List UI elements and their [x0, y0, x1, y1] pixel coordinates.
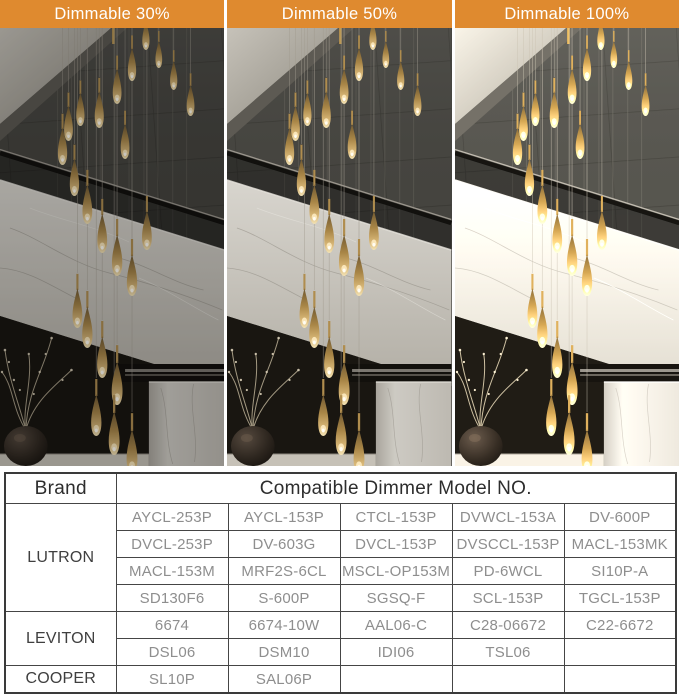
brand-cooper: COOPER [5, 666, 116, 694]
model-cell: CTCL-153P [340, 504, 452, 531]
model-cell [452, 666, 564, 694]
dimmable-100-label: Dimmable 100% [504, 4, 630, 23]
model-cell: MSCL-OP153M [340, 558, 452, 585]
model-cell: 6674 [116, 612, 228, 639]
model-cell [564, 666, 676, 694]
table-header-row [5, 473, 676, 504]
model-cell: AAL06-C [340, 612, 452, 639]
table-row [5, 504, 676, 531]
brand-header: Brand [5, 473, 116, 504]
model-cell: SAL06P [228, 666, 340, 694]
compatible-dimmer-table-area [4, 472, 675, 694]
stairwell-photo-100 [455, 28, 679, 466]
dimmable-50-label: Dimmable 50% [281, 4, 398, 23]
dimmer-table [4, 472, 677, 694]
model-cell: DVSCCL-153P [452, 531, 564, 558]
brand-leviton: LEVITON [5, 612, 116, 666]
model-cell: IDI06 [340, 639, 452, 666]
model-cell: MRF2S-6CL [228, 558, 340, 585]
model-cell [340, 666, 452, 694]
panel-dimmable-100 [455, 0, 679, 466]
model-cell: SD130F6 [116, 585, 228, 612]
model-cell: SI10P-A [564, 558, 676, 585]
table-row [5, 612, 676, 639]
model-cell: DVWCL-153A [452, 504, 564, 531]
model-cell: DSM10 [228, 639, 340, 666]
model-cell: C22-6672 [564, 612, 676, 639]
model-cell: DV-600P [564, 504, 676, 531]
model-cell: DVCL-253P [116, 531, 228, 558]
model-cell: DVCL-153P [340, 531, 452, 558]
model-cell: PD-6WCL [452, 558, 564, 585]
dimmable-30-banner [0, 0, 224, 28]
model-cell: MACL-153M [116, 558, 228, 585]
model-cell: MACL-153MK [564, 531, 676, 558]
model-cell: SCL-153P [452, 585, 564, 612]
stairwell-photo-30 [0, 28, 224, 466]
model-cell: SGSQ-F [340, 585, 452, 612]
dimmable-100-banner [455, 0, 679, 28]
model-cell: DSL06 [116, 639, 228, 666]
model-cell: AYCL-153P [228, 504, 340, 531]
model-cell: DV-603G [228, 531, 340, 558]
table-row [5, 666, 676, 694]
panel-dimmable-30 [0, 0, 224, 466]
stairwell-photo-50 [227, 28, 451, 466]
dimmable-30-label: Dimmable 30% [54, 4, 170, 23]
model-cell: TGCL-153P [564, 585, 676, 612]
model-cell: C28-06672 [452, 612, 564, 639]
model-cell: SL10P [116, 666, 228, 694]
model-cell [564, 639, 676, 666]
model-cell: S-600P [228, 585, 340, 612]
model-cell: TSL06 [452, 639, 564, 666]
models-header: Compatible Dimmer Model NO. [116, 473, 676, 504]
dimmable-50-banner [227, 0, 451, 28]
model-cell: 6674-10W [228, 612, 340, 639]
panel-dimmable-50 [227, 0, 451, 466]
brand-lutron: LUTRON [5, 504, 116, 612]
model-cell: AYCL-253P [116, 504, 228, 531]
